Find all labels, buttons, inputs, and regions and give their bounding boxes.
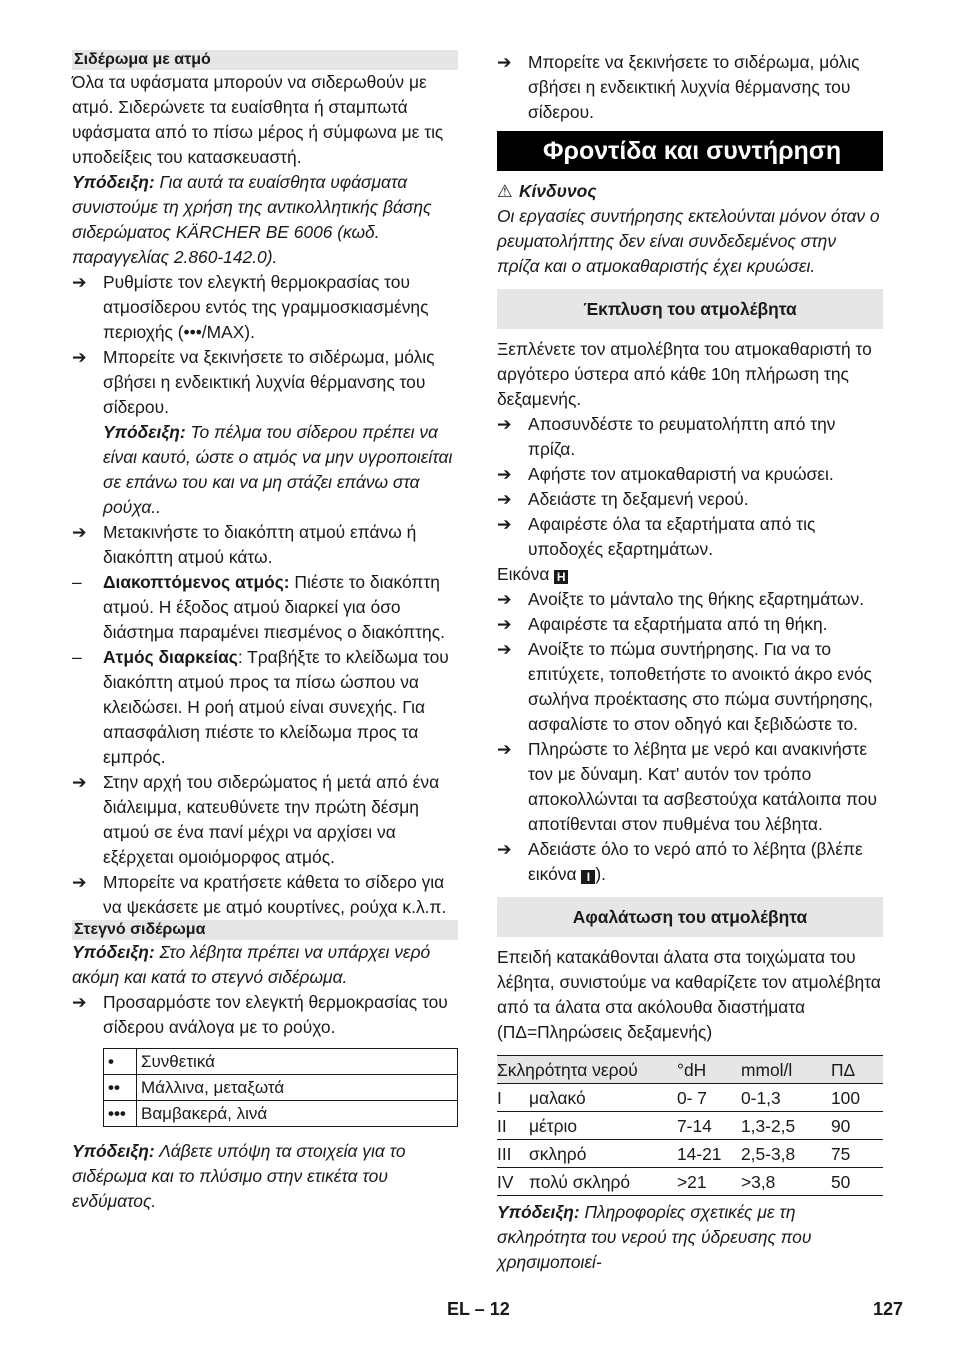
hardness-name: πολύ σκληρό bbox=[529, 1168, 677, 1196]
danger-label: Κίνδυνος bbox=[519, 181, 597, 201]
right-column bbox=[497, 50, 883, 1275]
instruction-item bbox=[497, 612, 883, 637]
term-text: Πιέστε το διακόπτη ατμού. Η έξοδος ατμού διαρκεί για όσο διάστημα παραμένει πιεσμένος ο διακόπτης. bbox=[103, 572, 445, 642]
instruction-text: Μετακινήστε το διακόπτη ατμού επάνω ή διακόπτη ατμού κάτω. bbox=[103, 522, 417, 567]
dh-value: 7-14 bbox=[677, 1112, 741, 1140]
instruction-text: Αποσυνδέστε το ρευματολήπτη από την πρίζα. bbox=[528, 414, 836, 459]
instruction-text: Αδειάστε όλο το νερό από το λέβητα (βλέπε εικόνα bbox=[528, 839, 863, 884]
note-text: Στο λέβητα πρέπει να υπάρχει νερό ακόμη και κατά το στεγνό σιδέρωμα. bbox=[72, 942, 431, 987]
arrow-right-icon: ➔ bbox=[497, 589, 512, 609]
note-block-final bbox=[497, 1200, 883, 1275]
hardness-range-number: II bbox=[497, 1112, 529, 1140]
table-row bbox=[497, 1084, 883, 1112]
hardness-name: σκληρό bbox=[529, 1140, 677, 1168]
mmol-value: 2,5-3,8 bbox=[741, 1140, 831, 1168]
instruction-item bbox=[497, 462, 883, 487]
arrow-right-icon: ➔ bbox=[497, 52, 512, 72]
instruction-item bbox=[72, 345, 458, 420]
instruction-text: Ανοίξτε το πώμα συντήρησης. Για να το επιτύχετε, τοποθετήστε το ανοικτό άκρο ενός σωλήνα προέκτασης στο πώμα συντήρησης, ασφαλίστε το στον οδηγό και ξεβιδώστε το. bbox=[528, 639, 873, 734]
dh-value: 14-21 bbox=[677, 1140, 741, 1168]
instruction-item bbox=[497, 737, 883, 837]
instruction-text: Αδειάστε τη δεξαμενή νερού. bbox=[528, 489, 749, 509]
note-block-2 bbox=[72, 420, 458, 520]
instruction-item bbox=[497, 412, 883, 462]
note-label: Υπόδειξη: bbox=[72, 1141, 155, 1161]
column-header: ΠΔ bbox=[831, 1056, 883, 1084]
instruction-text: Μπορείτε να ξεκινήσετε το σιδέρωμα, μόλις σβήσει η ενδεικτική λυχνία θέρμανσης του σίδερου. bbox=[528, 52, 860, 122]
descale-boiler-heading: Αφαλάτωση του ατμολέβητα bbox=[497, 897, 883, 937]
temp-symbol: ••• bbox=[104, 1101, 137, 1127]
table-row bbox=[104, 1101, 458, 1127]
fill-count: 90 bbox=[831, 1112, 883, 1140]
fabric-temperature-table bbox=[103, 1048, 458, 1127]
rinse-intro-text: Ξεπλένετε τον ατμολέβητα του ατμοκαθαριστή το αργότερο ύστερα από κάθε 10η πλήρωση της δεξαμενής. bbox=[497, 339, 872, 409]
note-text: Πληροφορίες σχετικές με τη σκληρότητα του νερού της ύδρευσης που χρησιμοποιεί- bbox=[497, 1202, 812, 1272]
instruction-item bbox=[72, 990, 458, 1040]
steam-intro-text: Όλα τα υφάσματα μπορούν να σιδερωθούν με ατμό. Σιδερώνετε τα ευαίσθητα ή σταμπωτά υφάσματα από το πίσω μέρος ή σύμφωνα με τις υποδείξεις του κατασκευαστή. bbox=[72, 72, 444, 167]
term-text: : Τραβήξτε το κλείδωμα του διακόπτη ατμού προς τα πίσω ώσπου να κλειδώσει. Η ροή ατμού είναι συνεχής. Για απασφάλιση πιέστε το κλείδωμα προς τα εμπρός. bbox=[103, 647, 449, 767]
instruction-item bbox=[497, 487, 883, 512]
instruction-text-end: ). bbox=[595, 864, 606, 884]
hardness-range-number: IV bbox=[497, 1168, 529, 1196]
fill-count: 50 bbox=[831, 1168, 883, 1196]
fill-count: 100 bbox=[831, 1084, 883, 1112]
warning-triangle-icon: ⚠ bbox=[497, 181, 513, 201]
arrow-right-icon: ➔ bbox=[497, 514, 512, 534]
arrow-right-icon: ➔ bbox=[497, 639, 512, 659]
dash-item bbox=[72, 570, 458, 645]
note-block-4 bbox=[72, 1139, 458, 1214]
dash-item bbox=[72, 645, 458, 770]
column-header: °dH bbox=[677, 1056, 741, 1084]
instruction-item bbox=[72, 770, 458, 870]
instruction-item bbox=[497, 637, 883, 737]
water-hardness-table bbox=[497, 1055, 883, 1196]
note-text: Το πέλμα του σίδερου πρέπει να είναι καυτό, ώστε ο ατμός να μην υγροποιείται σε επάνω του και να μη στάζει επάνω στα ρούχα.. bbox=[103, 422, 453, 517]
instruction-text: Αφήστε τον ατμοκαθαριστή να κρυώσει. bbox=[528, 464, 834, 484]
hardness-range-number: III bbox=[497, 1140, 529, 1168]
mmol-value: 1,3-2,5 bbox=[741, 1112, 831, 1140]
steam-ironing-heading: Σιδέρωμα με ατμό bbox=[72, 50, 458, 70]
table-row bbox=[104, 1049, 458, 1075]
section-title: Φροντίδα και συντήρηση bbox=[497, 131, 883, 171]
table-row bbox=[497, 1168, 883, 1196]
arrow-right-icon: ➔ bbox=[497, 739, 512, 759]
dh-value: >21 bbox=[677, 1168, 741, 1196]
arrow-right-icon: ➔ bbox=[497, 614, 512, 634]
instruction-item bbox=[497, 837, 883, 887]
hardness-name: μέτριο bbox=[529, 1112, 677, 1140]
note-label: Υπόδειξη: bbox=[72, 172, 155, 192]
arrow-right-icon: ➔ bbox=[72, 772, 87, 792]
instruction-text: Προσαρμόστε τον ελεγκτή θερμοκρασίας του σίδερου ανάλογα με το ρούχο. bbox=[103, 992, 448, 1037]
temp-symbol: • bbox=[104, 1049, 137, 1075]
note-text: Για αυτά τα ευαίσθητα υφάσματα συνιστούμε τη χρήση της αντικολλητικής βάσης σιδερώματος KÄRCHER BE 6006 (κωδ. παραγγελίας 2.860-142.0). bbox=[72, 172, 432, 267]
note-text: Λάβετε υπόψη τα στοιχεία για το σιδέρωμα και το πλύσιμο στην ετικέτα του ενδύματος. bbox=[72, 1141, 406, 1211]
descale-intro-text: Επειδή κατακάθονται άλατα στα τοιχώματα του λέβητα, συνιστούμε να καθαρίζετε τον ατμολέβητα από τα άλατα στα ακόλουθα διαστήματα (ΠΔ=Πληρώσεις δεξαμενής) bbox=[497, 947, 881, 1042]
instruction-text: Πληρώστε το λέβητα με νερό και ανακινήστε τον με δύναμη. Κατ' αυτόν τον τρόπο αποκολλώνται τα ασβεστούχα κατάλοιπα που αποτίθενται στον πυθμένα του λέβητα. bbox=[528, 739, 877, 834]
arrow-right-icon: ➔ bbox=[72, 992, 87, 1012]
figure-label: Εικόνα bbox=[497, 564, 550, 584]
arrow-right-icon: ➔ bbox=[72, 347, 87, 367]
instruction-item bbox=[72, 520, 458, 570]
note-label: Υπόδειξη: bbox=[103, 422, 186, 442]
term-label: Διακοπτόμενος ατμός: bbox=[103, 572, 290, 592]
dry-ironing-heading: Στεγνό σιδέρωμα bbox=[72, 920, 458, 940]
temp-symbol: •• bbox=[104, 1075, 137, 1101]
dh-value: 0- 7 bbox=[677, 1084, 741, 1112]
arrow-right-icon: ➔ bbox=[72, 522, 87, 542]
rinse-boiler-heading: Έκπλυση του ατμολέβητα bbox=[497, 289, 883, 329]
instruction-item bbox=[497, 512, 883, 562]
figure-reference bbox=[497, 562, 883, 587]
note-block-1 bbox=[72, 170, 458, 270]
instruction-text: Μπορείτε να ξεκινήσετε το σιδέρωμα, μόλις σβήσει η ενδεικτική λυχνία θέρμανσης του σίδερου. bbox=[103, 347, 435, 417]
column-header: mmol/l bbox=[741, 1056, 831, 1084]
column-header: Σκληρότητα νερού bbox=[497, 1056, 677, 1084]
instruction-text: Ρυθμίστε τον ελεγκτή θερμοκρασίας του ατμοσίδερου εντός της γραμμοσκιασμένης περιοχής (•••/MAX). bbox=[103, 272, 429, 342]
fill-count: 75 bbox=[831, 1140, 883, 1168]
note-label: Υπόδειξη: bbox=[72, 942, 155, 962]
hardness-range-number: I bbox=[497, 1084, 529, 1112]
hardness-name: μαλακό bbox=[529, 1084, 677, 1112]
left-column bbox=[72, 50, 458, 1214]
arrow-right-icon: ➔ bbox=[497, 489, 512, 509]
instruction-text: Στην αρχή του σιδερώματος ή μετά από ένα διάλειμμα, κατευθύνετε την πρώτη δέσμη ατμού σε ένα πανί μέχρι να αρχίσει να εξέρχεται ομοιόμορφος ατμός. bbox=[103, 772, 440, 867]
note-label: Υπόδειξη: bbox=[497, 1202, 580, 1222]
table-row bbox=[497, 1140, 883, 1168]
dash-bullet: – bbox=[72, 572, 82, 592]
arrow-right-icon: ➔ bbox=[72, 272, 87, 292]
arrow-right-icon: ➔ bbox=[497, 464, 512, 484]
mmol-value: 0-1,3 bbox=[741, 1084, 831, 1112]
dash-bullet: – bbox=[72, 647, 82, 667]
note-block-3 bbox=[72, 940, 458, 990]
page-number: 127 bbox=[873, 1299, 904, 1319]
table-header-row bbox=[497, 1056, 883, 1084]
danger-heading bbox=[497, 179, 883, 204]
mmol-value: >3,8 bbox=[741, 1168, 831, 1196]
table-row bbox=[104, 1075, 458, 1101]
term-label: Ατμός διαρκείας bbox=[103, 647, 238, 667]
footer-section-label: EL – 12 bbox=[447, 1299, 510, 1319]
fabric-label: Μάλλινα, μεταξωτά bbox=[137, 1075, 458, 1101]
instruction-item bbox=[72, 870, 458, 920]
arrow-right-icon: ➔ bbox=[497, 414, 512, 434]
instruction-item bbox=[497, 50, 883, 125]
fabric-label: Συνθετικά bbox=[137, 1049, 458, 1075]
instruction-text: Μπορείτε να κρατήσετε κάθετα το σίδερο για να ψεκάσετε με ατμό κουρτίνες, ρούχα κ.λ.π. bbox=[103, 872, 447, 917]
arrow-right-icon: ➔ bbox=[72, 872, 87, 892]
figure-letter-badge: I bbox=[581, 870, 595, 884]
arrow-right-icon: ➔ bbox=[497, 839, 512, 859]
table-row bbox=[497, 1112, 883, 1140]
instruction-text: Αφαιρέστε τα εξαρτήματα από τη θήκη. bbox=[528, 614, 828, 634]
instruction-text: Ανοίξτε το μάνταλο της θήκης εξαρτημάτων. bbox=[528, 589, 865, 609]
danger-text: Οι εργασίες συντήρησης εκτελούνται μόνον όταν ο ρευματολήπτης δεν είναι συνδεδεμένος στην πρίζα και ο ατμοκαθαριστής έχει κρυώσει. bbox=[497, 206, 880, 276]
instruction-text: Αφαιρέστε όλα τα εξαρτήματα από τις υποδοχές εξαρτημάτων. bbox=[528, 514, 816, 559]
instruction-item bbox=[72, 270, 458, 345]
fabric-label: Βαμβακερά, λινά bbox=[137, 1101, 458, 1127]
instruction-item bbox=[497, 587, 883, 612]
figure-letter-badge: H bbox=[554, 570, 568, 584]
